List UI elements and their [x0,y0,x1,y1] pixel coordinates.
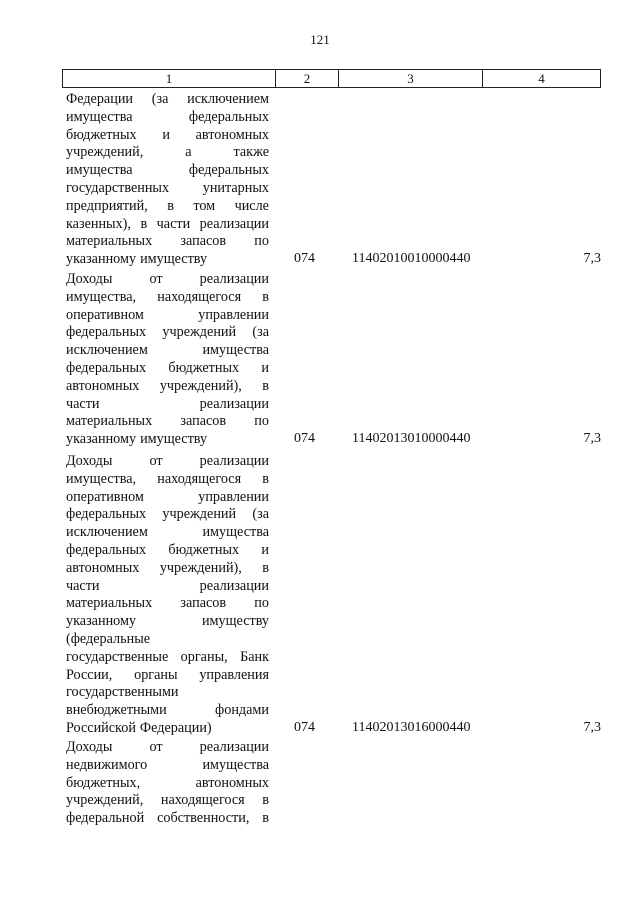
description-word: автономных [66,559,140,576]
admin-code-cell: 074 [294,431,315,447]
description-word: Доходы [66,453,113,469]
description-word: учреждений [162,324,237,341]
description-line [66,109,269,127]
description-word: государственных [66,179,170,196]
description-word: федеральных [66,506,147,523]
description-word: (за [151,91,169,107]
description-word: исключением [187,91,269,107]
description-word: оперативном [66,488,144,505]
description-word: органы [134,666,178,683]
description-word: бюджетных [66,126,137,143]
description-word: материальных [66,595,153,612]
description-word: бюджетных, [66,774,141,791]
description-line [66,324,269,342]
description-line [66,413,269,431]
description-word: имущества, [66,470,137,487]
row-description [66,453,269,738]
description-line [66,271,269,289]
description-word: указанному [66,251,137,268]
description-word: имуществу [140,251,208,268]
description-word: по [254,233,269,250]
description-word: бюджетных [168,541,240,558]
description-word: по [254,413,269,430]
column-header-1: 1 [63,70,276,87]
description-line [66,471,269,489]
description-word: в [262,470,269,487]
description-word: федеральной [66,810,145,827]
description-word: государственные [66,648,169,665]
description-word: федеральных [66,541,147,558]
kbk-code-cell: 11402013016000440 [352,720,471,735]
description-line [66,431,269,449]
description-word: федеральных [66,324,147,341]
description-word: унитарных [202,179,269,196]
description-word: управлении [198,306,269,323]
description-line [66,453,269,471]
description-word: Федерации [66,91,134,107]
description-word: имущества [66,108,133,125]
description-word: указанному [66,613,137,630]
description-word: имущества [66,162,133,179]
description-line [66,360,269,378]
description-word: управления [199,666,269,683]
description-word: в [262,559,269,576]
admin-code-cell: 074 [294,251,315,267]
description-word: в [140,215,148,232]
description-word: России, [66,666,113,683]
description-word: по [254,595,269,612]
description-word: казенных), [66,215,131,232]
column-header-4: 4 [538,71,545,86]
description-word: учреждений), [159,559,242,576]
description-word: управлении [198,488,269,505]
description-word: Банк [240,648,269,665]
description-line [66,684,269,702]
description-line [66,233,269,251]
description-line [66,127,269,145]
description-word: в [262,288,269,305]
description-word: федеральных [188,162,269,179]
description-word: органы, [180,648,228,665]
description-word: реализации [199,395,269,412]
description-word: фондами [215,702,269,719]
description-word: имущества, [66,288,137,305]
description-line [66,216,269,234]
description-word: (за [252,506,269,523]
description-line [66,91,269,109]
description-word: и [261,359,269,376]
description-word: учреждений, [66,792,144,809]
description-word: реализации [199,271,269,287]
description-line [66,489,269,507]
description-line [66,792,269,810]
description-word: имуществу [201,613,269,630]
description-word: исключением [66,342,148,359]
description-word: в [167,197,174,214]
description-word: а [185,144,192,161]
description-line [66,720,269,738]
column-header-3: 3 [339,70,483,87]
description-word: реализации [199,453,269,469]
page-number: 121 [310,32,330,47]
admin-code-cell: 074 [294,720,315,735]
description-line [66,180,269,198]
description-line [66,702,269,720]
description-line [66,524,269,542]
amount-cell: 7,3 [583,251,601,267]
description-line [66,631,269,649]
description-word: реализации [199,739,269,755]
description-word: и [162,126,170,143]
description-word: бюджетных [168,359,240,376]
description-word: от [149,271,163,287]
row-description [66,91,269,269]
description-word: том [193,197,216,214]
column-header-2: 2 [276,70,339,87]
description-word: реализации [199,577,269,594]
kbk-code-cell: 11402010010000440 [352,251,471,267]
description-word: части [66,395,100,412]
description-line [66,542,269,560]
description-line [66,307,269,325]
description-line [66,560,269,578]
description-line [66,810,269,828]
description-word: (федеральные [66,630,151,647]
description-word: имущества [202,342,269,359]
description-word: в [262,377,269,394]
description-word: находящегося [157,470,242,487]
description-word: Доходы [66,739,113,755]
description-word: федеральных [188,108,269,125]
description-word: запасов [180,595,227,612]
description-line [66,739,269,757]
description-word: имущества [202,756,269,773]
description-line [66,578,269,596]
description-line [66,162,269,180]
table-column-header [62,69,601,88]
description-word: и [261,541,269,558]
description-word: находящегося [157,288,242,305]
description-word: имущества [202,524,269,541]
description-line [66,667,269,685]
description-line [66,198,269,216]
description-word: от [149,453,163,469]
description-line [66,378,269,396]
description-word: числе [234,197,269,214]
row-description [66,271,269,449]
description-word: запасов [180,233,227,250]
description-word: собственности, [157,810,250,827]
description-word: учреждений), [159,377,242,394]
description-word: Российской [66,719,136,736]
description-word: части [66,577,100,594]
description-word: автономных [195,126,269,143]
amount-cell: 7,3 [583,720,601,735]
kbk-code-cell: 11402013010000440 [352,431,471,447]
description-line [66,506,269,524]
description-line [66,595,269,613]
description-word: реализации [199,215,269,232]
row-description [66,739,269,828]
description-word: материальных [66,413,153,430]
description-word: учреждений [162,506,237,523]
description-word: в [262,792,269,809]
description-line [66,342,269,360]
description-word: материальных [66,233,153,250]
description-word: Федерации) [139,719,212,736]
description-word: оперативном [66,306,144,323]
description-word: запасов [180,413,227,430]
description-word: недвижимого [66,756,148,773]
description-word: части [156,215,191,232]
description-word: (за [252,324,269,341]
description-word: автономных [195,774,269,791]
description-line [66,775,269,793]
description-word: автономных [66,377,140,394]
description-line [66,251,269,269]
description-word: предприятий, [66,197,148,214]
description-line [66,613,269,631]
description-word: государственными [66,684,179,701]
description-word: федеральных [66,359,147,376]
description-word: внебюджетными [66,702,167,719]
description-word: находящегося [160,792,245,809]
description-line [66,649,269,667]
description-word: исключением [66,524,148,541]
description-word: в [262,810,269,827]
amount-cell: 7,3 [583,431,601,447]
description-word: также [233,144,269,161]
description-word: имуществу [140,431,208,448]
description-line [66,144,269,162]
description-line [66,396,269,414]
description-word: Доходы [66,271,113,287]
description-line [66,757,269,775]
description-line [66,289,269,307]
description-word: от [149,739,163,755]
description-word: указанному [66,431,137,448]
description-word: учреждений, [66,144,144,161]
